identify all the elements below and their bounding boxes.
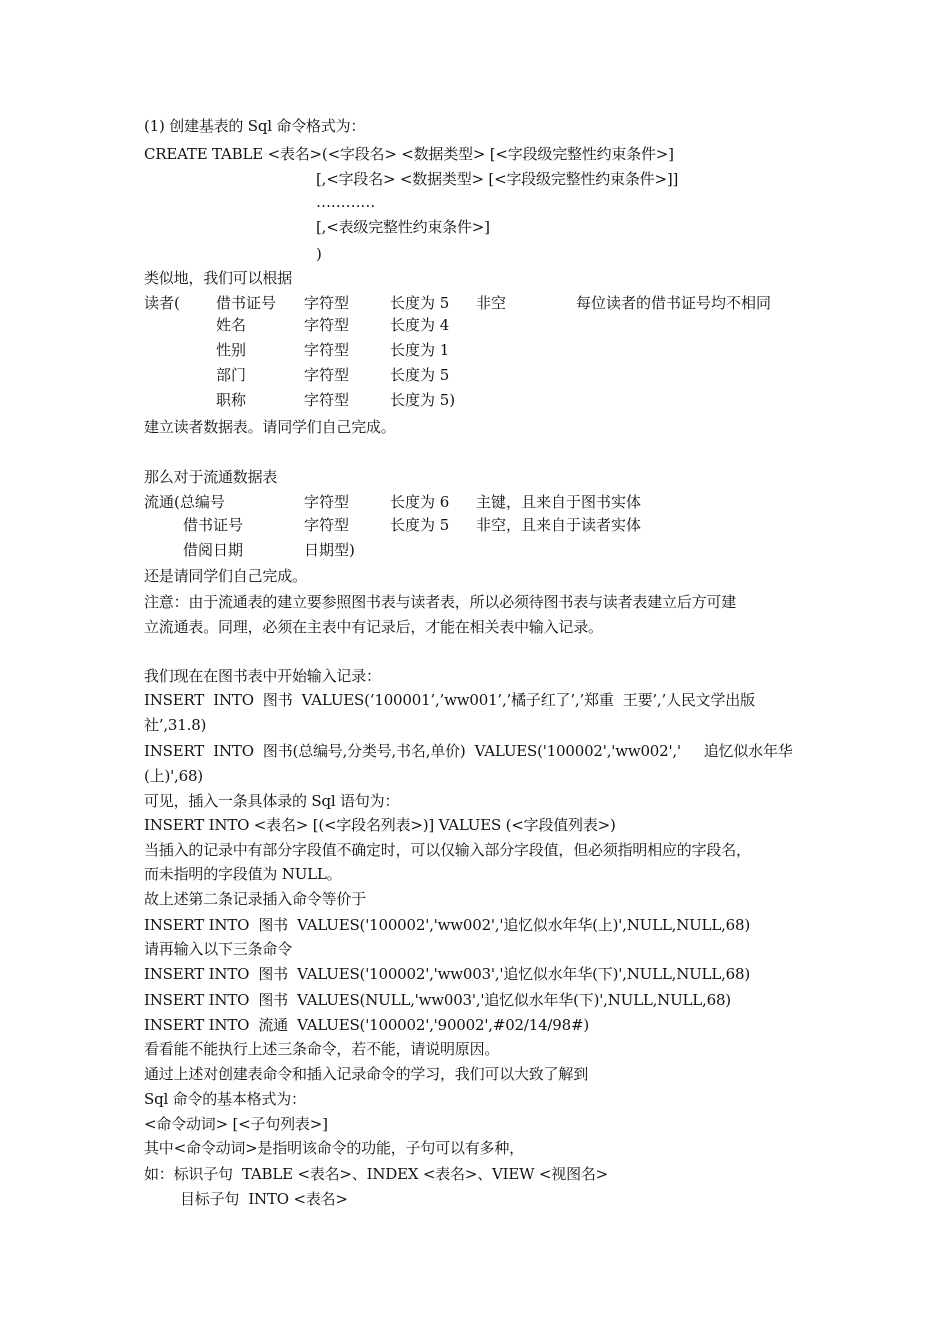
sql-code-line: INSERT INTO 图书(总编号,分类号,书名,单价) VALUES('100002','ww002',' 追忆似水年华: [144, 742, 793, 760]
reader-field-length: 长度为 5: [390, 294, 450, 312]
reader-field-name: 部门: [216, 366, 247, 384]
create-table-syntax-close: ): [316, 245, 322, 263]
create-table-syntax-table-constraint: [,<表级完整性约束条件>]: [316, 218, 490, 236]
reader-field-type: 字符型: [304, 366, 350, 384]
paragraph-text: 通过上述对创建表命令和插入记录命令的学习，我们可以大致了解到: [144, 1065, 589, 1083]
paragraph-text: 当插入的记录中有部分字段值不确定时，可以仅输入部分字段值，但必须指明相应的字段名，: [144, 841, 751, 859]
reader-field-type: 字符型: [304, 294, 350, 312]
paragraph-text: 故上述第二条记录插入命令等价于: [144, 890, 367, 908]
reader-field-constraint: 非空: [476, 294, 507, 312]
note-text: 立流通表。同理，必须在主表中有记录后，才能在相关表中输入记录。: [144, 618, 603, 636]
paragraph-text: 其中<命令动词>是指明该命令的功能，子句可以有多种，: [144, 1139, 524, 1157]
flow-field-constraint: 非空，且来自于读者实体: [476, 516, 642, 534]
sql-code-line: 社’,31.8): [144, 716, 207, 734]
sql-code-line: INSERT INTO 流通 VALUES('100002','90002',#02/14/98#): [144, 1016, 589, 1034]
note-text: 注意：由于流通表的建立要参照图书表与读者表，所以必须待图书表与读者表建立后方可建: [144, 593, 737, 611]
paragraph-text: 那么对于流通数据表: [144, 468, 278, 486]
create-table-syntax-field-line: [,<字段名> <数据类型> [<字段级完整性约束条件>]]: [316, 170, 679, 188]
flow-field-length: 长度为 5: [390, 516, 450, 534]
paragraph-text: 我们现在在图书表中开始输入记录：: [144, 667, 381, 685]
section-heading: (1) 创建基表的 Sql 命令格式为：: [144, 117, 366, 135]
reader-field-name: 姓名: [216, 316, 247, 334]
flow-field-type: 日期型): [304, 541, 355, 559]
paragraph-text: 如：标识子句 TABLE <表名>、INDEX <表名>、VIEW <视图名>: [144, 1165, 609, 1183]
reader-field-type: 字符型: [304, 391, 350, 409]
reader-field-name: 性别: [216, 341, 247, 359]
create-table-syntax-ellipsis: …………: [316, 193, 376, 211]
flow-field-name: 借书证号: [183, 516, 244, 534]
paragraph-text: 类似地，我们可以根据: [144, 269, 293, 287]
reader-field-note: 每位读者的借书证号均不相同: [576, 294, 772, 312]
reader-prefix: 读者(: [144, 294, 180, 312]
sql-syntax-line: <命令动词> [<子句列表>]: [144, 1115, 328, 1133]
paragraph-text: 而未指明的字段值为 NULL。: [144, 865, 342, 883]
reader-field-length: 长度为 5): [390, 391, 456, 409]
sql-code-line: INSERT INTO <表名> [(<字段名列表>)] VALUES (<字段值列表>): [144, 816, 616, 834]
sql-code-line: (上)',68): [144, 767, 203, 785]
sql-code-line: INSERT INTO 图书 VALUES('100002','ww002','追忆似水年华(上)',NULL,NULL,68): [144, 916, 750, 934]
flow-field-length: 长度为 6: [390, 493, 450, 511]
sql-code-line: INSERT INTO 图书 VALUES(‘100001’,’ww001’,’橘子红了’,’郑重 王要’,’人民文学出版: [144, 691, 755, 709]
reader-field-name: 职称: [216, 391, 247, 409]
reader-field-name: 借书证号: [216, 294, 277, 312]
paragraph-text: 还是请同学们自己完成。: [144, 567, 307, 585]
paragraph-text: 可见，插入一条具体录的 Sql 语句为：: [144, 792, 400, 810]
paragraph-text: 请再输入以下三条命令: [144, 940, 293, 958]
create-table-syntax-line: CREATE TABLE <表名>(<字段名> <数据类型> [<字段级完整性约束条件>]: [144, 145, 674, 163]
reader-field-type: 字符型: [304, 316, 350, 334]
flow-field-type: 字符型: [304, 493, 350, 511]
paragraph-text: 目标子句 INTO <表名>: [180, 1190, 348, 1208]
flow-field-type: 字符型: [304, 516, 350, 534]
reader-field-type: 字符型: [304, 341, 350, 359]
flow-field-constraint: 主键，且来自于图书实体: [476, 493, 642, 511]
flow-field-name: 流通(总编号: [144, 493, 225, 511]
reader-field-length: 长度为 4: [390, 316, 450, 334]
paragraph-text: 看看能不能执行上述三条命令，若不能，请说明原因。: [144, 1040, 500, 1058]
paragraph-text: Sql 命令的基本格式为：: [144, 1090, 306, 1108]
sql-code-line: INSERT INTO 图书 VALUES(NULL,'ww003','追忆似水年华(下)',NULL,NULL,68): [144, 991, 731, 1009]
paragraph-text: 建立读者数据表。请同学们自己完成。: [144, 418, 396, 436]
sql-code-line: INSERT INTO 图书 VALUES('100002','ww003','追忆似水年华(下)',NULL,NULL,68): [144, 965, 750, 983]
reader-field-length: 长度为 5: [390, 366, 450, 384]
reader-field-length: 长度为 1: [390, 341, 450, 359]
flow-field-name: 借阅日期: [183, 541, 244, 559]
